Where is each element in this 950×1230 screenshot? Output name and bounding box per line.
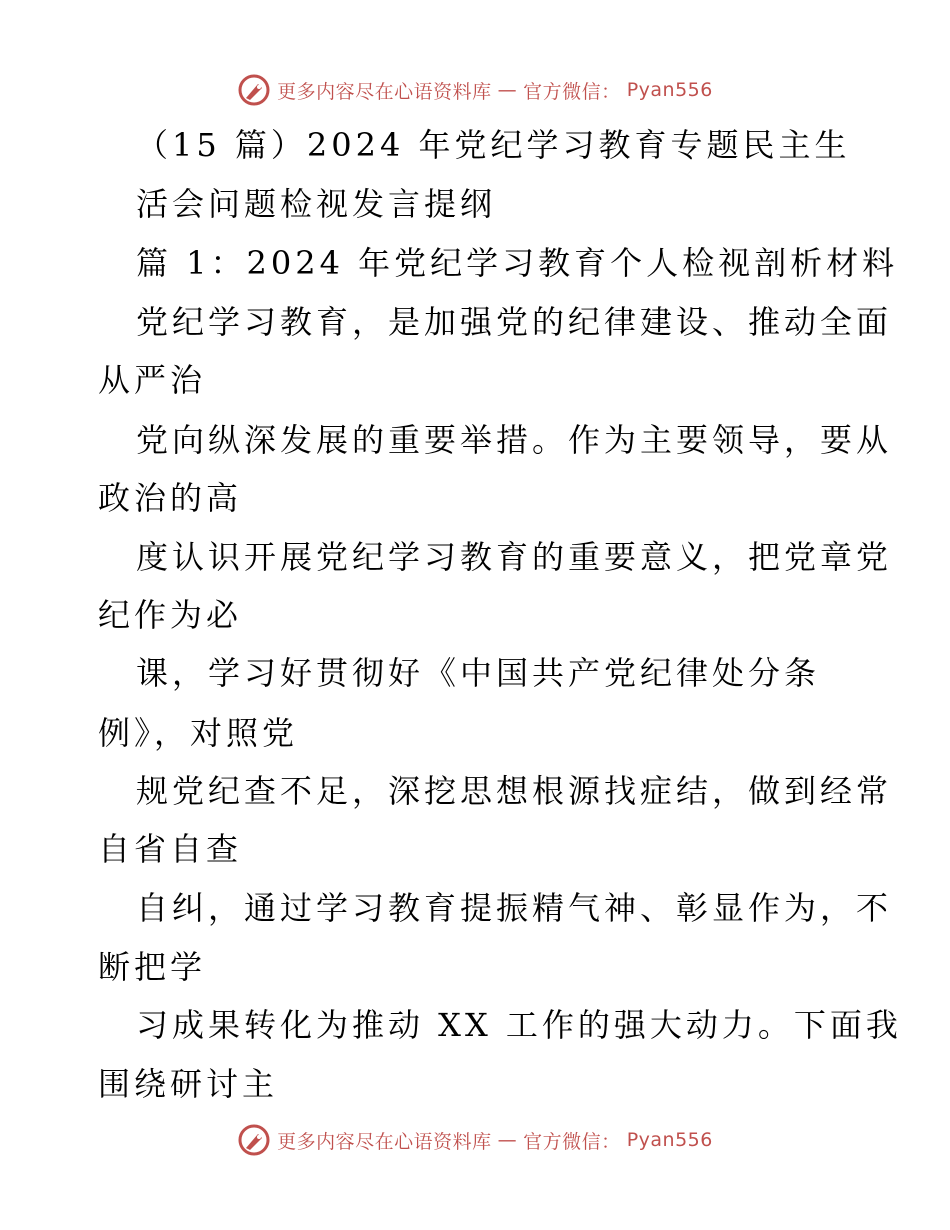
body-line: 自纠，通过学习教育提振精气神、彰显作为，不 xyxy=(136,889,893,927)
document-title-line-1: （15 篇）2024 年党纪学习教育专题民主生 xyxy=(136,126,851,164)
body-line: 自省自查 xyxy=(98,830,243,868)
header-watermark-banner xyxy=(0,72,950,108)
body-line: 课，学习好贯彻好《中国共产党纪律处分条 xyxy=(136,654,821,692)
body-line: 从严治 xyxy=(98,361,207,399)
document-title-line-2: 活会问题检视发言提纲 xyxy=(136,185,497,223)
banner-wechat-id: Pyan556 xyxy=(626,79,713,101)
section-heading: 篇 1：2024 年党纪学习教育个人检视剖析材料 xyxy=(136,244,899,282)
body-line: 党向纵深发展的重要举措。作为主要领导，要从 xyxy=(136,421,893,459)
pen-nib-logo-icon xyxy=(237,73,271,107)
body-line: 纪作为必 xyxy=(98,596,243,634)
body-line: 断把学 xyxy=(98,948,207,986)
body-line: 规党纪查不足，深挖思想根源找症结，做到经常 xyxy=(136,772,893,810)
footer-watermark-banner xyxy=(0,1122,950,1158)
body-line: 政治的高 xyxy=(98,479,243,517)
banner-text: 更多内容尽在心语资料库 xyxy=(277,80,492,103)
banner-text: 更多内容尽在心语资料库 xyxy=(277,1130,492,1153)
banner-separator: — xyxy=(497,79,518,101)
banner-wechat-label: 官方微信： xyxy=(523,1130,621,1153)
body-line: 围绕研讨主 xyxy=(98,1065,279,1103)
body-line: 习成果转化为推动 XX 工作的强大动力。下面我 xyxy=(136,1006,902,1044)
banner-wechat-label: 官方微信： xyxy=(523,80,621,103)
body-line: 例》，对照党 xyxy=(98,714,299,752)
pen-nib-logo-icon xyxy=(237,1123,271,1157)
body-line: 度认识开展党纪学习教育的重要意义，把党章党 xyxy=(136,538,893,576)
body-line: 党纪学习教育，是加强党的纪律建设、推动全面 xyxy=(136,303,893,341)
banner-wechat-id: Pyan556 xyxy=(626,1129,713,1151)
banner-separator: — xyxy=(497,1129,518,1151)
